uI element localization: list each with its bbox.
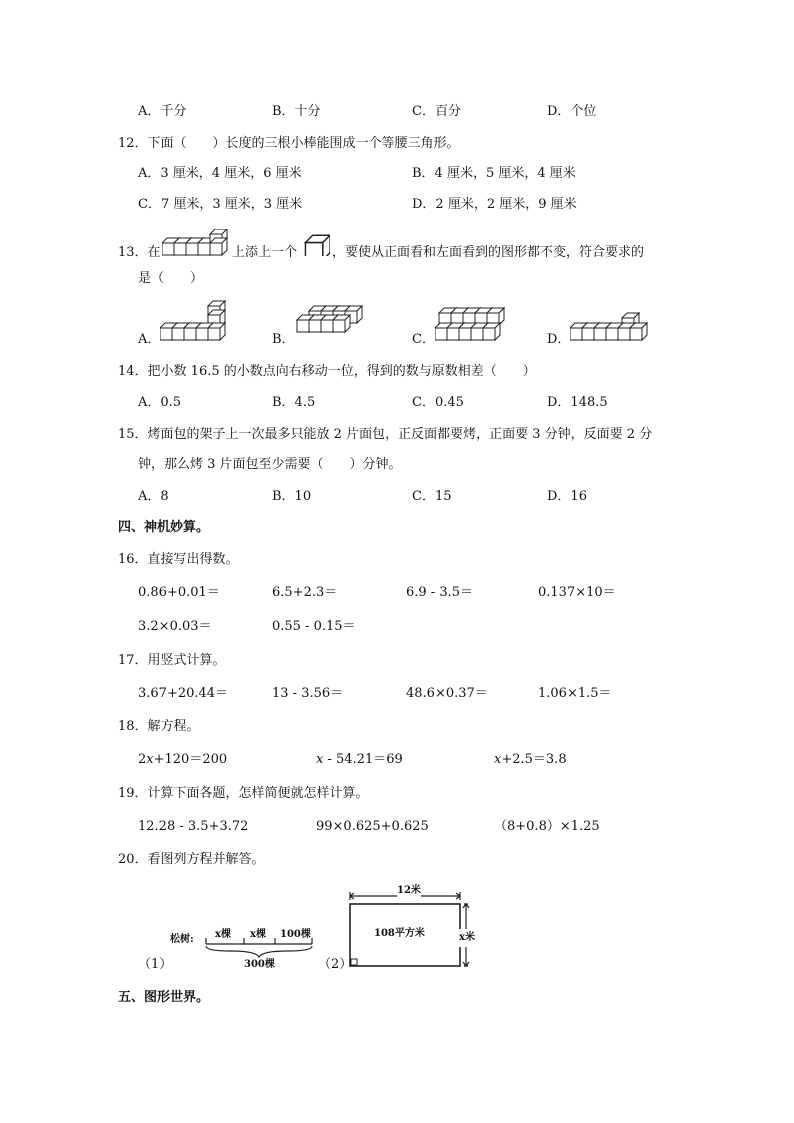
q20-fig1-seg2: x棵	[250, 929, 266, 940]
q12-option-a: A．3 厘米，4 厘米，6 厘米	[138, 166, 302, 181]
q13-tail-text: ，要使从正面看和左面看到的图形都不变，符合要求的	[332, 245, 645, 260]
q18-equation: x+2.5＝3.8	[494, 752, 567, 767]
q20-fig1-tree-label: 松树:	[170, 934, 194, 945]
q13-single-cube	[304, 228, 330, 256]
q12-option-c: C．7 厘米，3 厘米，3 厘米	[138, 197, 303, 212]
q13-option-b: B．	[272, 332, 295, 347]
q17-item: 48.6×0.37＝	[406, 686, 488, 701]
q20-fig2-height: x米	[459, 929, 475, 947]
q12-question: 12．下面（ ）长度的三根小棒能围成一个等腰三角形。	[118, 136, 460, 151]
q20-fig2-label: （2）	[318, 957, 353, 972]
q15-option-a: A．8	[138, 489, 169, 504]
q13-figure-a	[160, 300, 240, 344]
section-4-heading: 四、神机妙算。	[118, 520, 210, 535]
q20-question: 20．看图列方程并解答。	[118, 852, 265, 867]
q13-figure-c	[435, 300, 515, 344]
q16-item: 6.9 - 3.5＝	[406, 585, 474, 600]
q13-option-d: D．	[547, 332, 571, 347]
q14-option-a: A．0.5	[138, 395, 182, 410]
q12-option-d: D．2 厘米，2 厘米，9 厘米	[412, 197, 577, 212]
q17-question: 17．用竖式计算。	[118, 653, 226, 668]
q13-line2: 是（ ）	[138, 271, 204, 286]
q11-option-c: C．百分	[412, 104, 461, 119]
q13-base-figure	[162, 229, 230, 259]
q15-line1: 15．烤面包的架子上一次最多只能放 2 片面包，正反面都要烤，正面要 3 分钟，反面要 2 分	[118, 427, 653, 442]
q13-mid-text: 上添上一个	[232, 245, 298, 260]
q14-question: 14．把小数 16.5 的小数点向右移动一位，得到的数与原数相差（ ）	[118, 364, 536, 379]
q11-option-b: B．十分	[272, 104, 321, 119]
q15-option-d: D．16	[547, 489, 587, 504]
q15-option-c: C．15	[412, 489, 452, 504]
q20-fig1-diagram	[170, 926, 320, 976]
q20-fig2-diagram	[340, 882, 485, 974]
q19-item: 99×0.625+0.625	[316, 819, 429, 834]
q19-item: 12.28 - 3.5+3.72	[138, 819, 249, 834]
q13-figure-d	[570, 300, 660, 344]
q11-option-d: D．个位	[547, 104, 597, 119]
q18-equation: 2x+120＝200	[138, 752, 228, 767]
q16-question: 16．直接写出得数。	[118, 552, 239, 567]
q13-option-c: C．	[412, 332, 435, 347]
q18-equation: x - 54.21＝69	[316, 752, 403, 767]
q20-fig2-area: 108平方米	[374, 928, 425, 939]
q16-item: 6.5+2.3＝	[272, 585, 338, 600]
q17-item: 3.67+20.44＝	[138, 686, 229, 701]
q14-option-b: B．4.5	[272, 395, 316, 410]
q13-number: 13．在	[118, 245, 161, 260]
q15-line2: 钟，那么烤 3 片面包至少需要（ ）分钟。	[138, 457, 402, 472]
q16-item: 0.55 - 0.15＝	[272, 619, 356, 634]
q19-question: 19．计算下面各题，怎样简便就怎样计算。	[118, 786, 369, 801]
q18-question: 18．解方程。	[118, 719, 200, 734]
q20-fig1-seg3: 100棵	[280, 929, 311, 940]
q20-fig1-label: （1）	[138, 957, 173, 972]
q15-option-b: B．10	[272, 489, 312, 504]
q12-option-b: B．4 厘米，5 厘米，4 厘米	[412, 166, 576, 181]
section-5-heading: 五、图形世界。	[118, 990, 210, 1005]
q13-option-a: A．	[138, 332, 161, 347]
q16-item: 0.137×10＝	[538, 585, 616, 600]
q20-fig2-width: 12米	[397, 882, 421, 900]
q14-option-d: D．148.5	[547, 395, 608, 410]
q17-item: 13 - 3.56＝	[272, 686, 344, 701]
q17-item: 1.06×1.5＝	[538, 686, 612, 701]
q13-figure-b	[295, 300, 375, 344]
q20-fig1-total: 300棵	[244, 959, 275, 970]
q19-item: （8+0.8）×1.25	[494, 819, 600, 834]
q20-fig1-seg1: x棵	[215, 929, 231, 940]
q14-option-c: C．0.45	[412, 395, 464, 410]
q16-item: 0.86+0.01＝	[138, 585, 220, 600]
q11-option-a: A．千分	[138, 104, 187, 119]
q16-item: 3.2×0.03＝	[138, 619, 212, 634]
